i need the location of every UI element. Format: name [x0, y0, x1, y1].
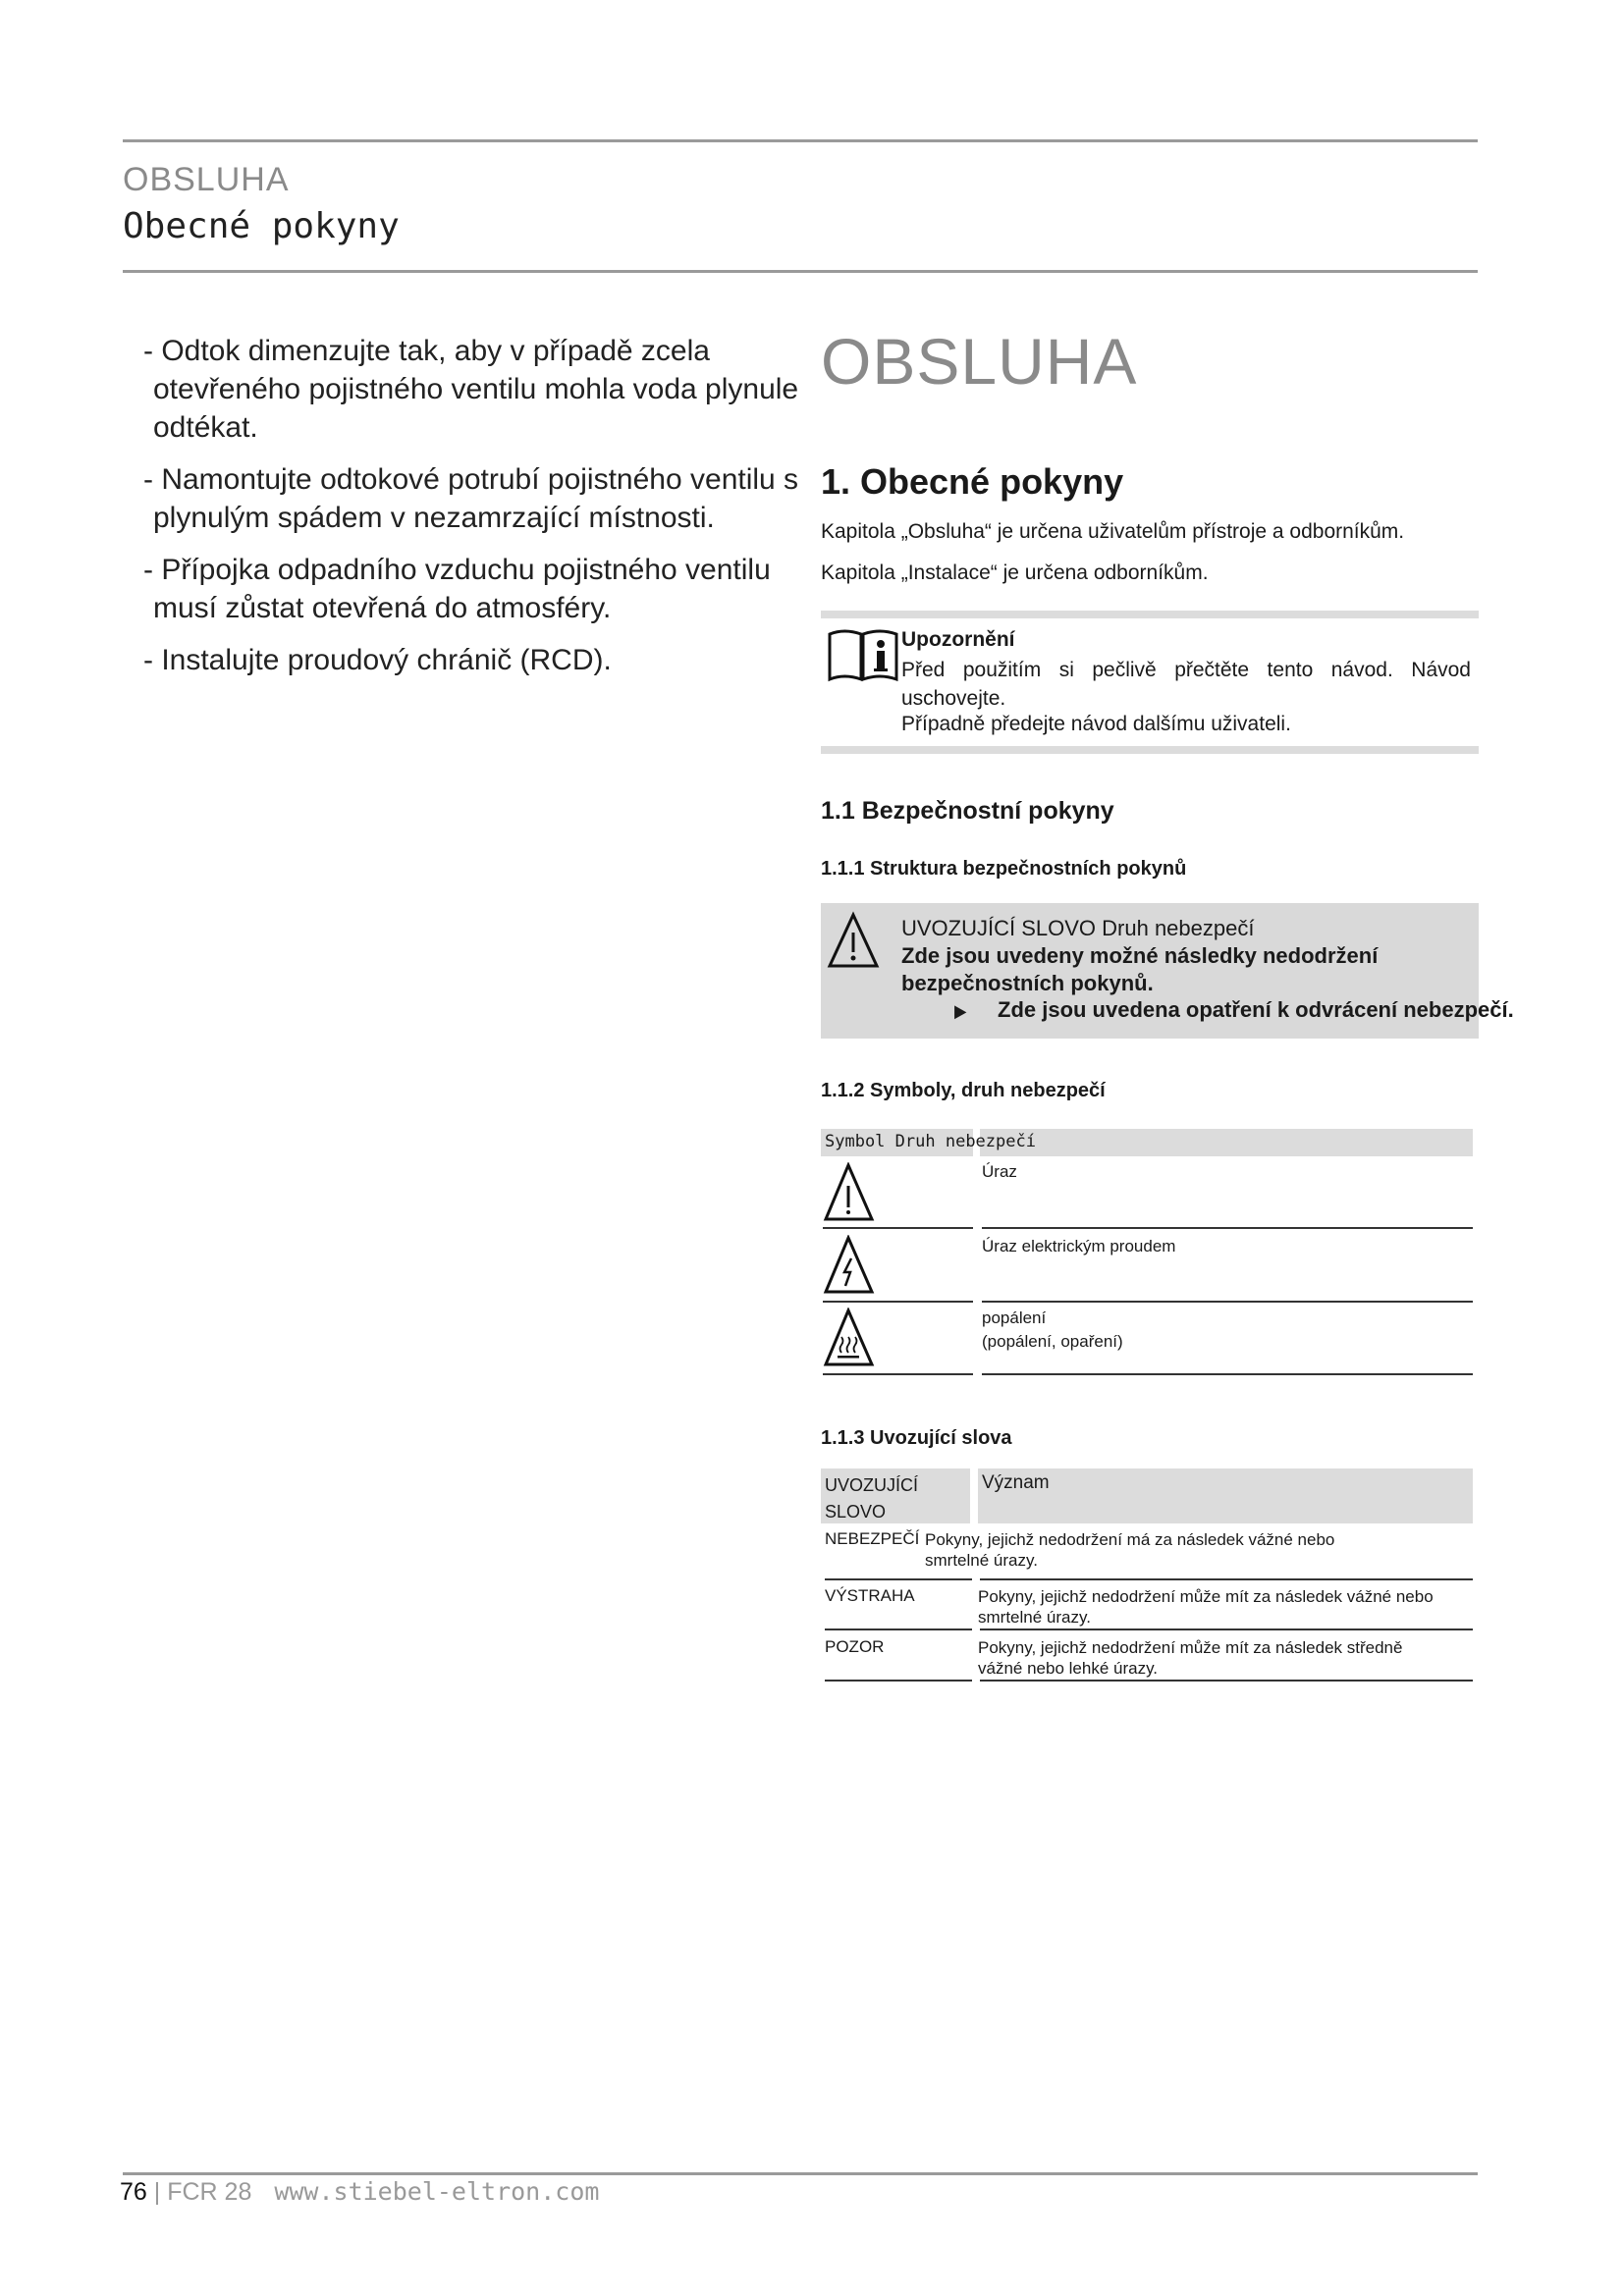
warning-action: Zde jsou uvedena opatření k odvrácení nebezpečí.	[998, 997, 1514, 1022]
heading-structure: 1.1.1 Struktura bezpečnostních pokynů	[821, 858, 1187, 880]
signal-word: VÝSTRAHA	[825, 1586, 915, 1605]
intro-line: Kapitola „Obsluha“ je určena uživatelům přístroje a odborníkům.	[821, 520, 1405, 543]
heading-general: 1. Obecné pokyny	[821, 461, 1124, 502]
notice-text: Před použitím si pečlivě přečtěte tento návod. Návod uschovejte.	[901, 659, 1471, 710]
arrow-right-icon: ▶	[954, 1001, 967, 1022]
header-rule	[123, 139, 1478, 142]
warning-icon	[827, 911, 880, 970]
warning-exclamation-icon	[823, 1162, 876, 1223]
hazard-text: Úraz elektrickým proudem	[982, 1237, 1176, 1255]
section-title: OBSLUHA	[123, 161, 290, 198]
notice-bottom-bar	[821, 746, 1479, 754]
notice-title: Upozornění	[901, 628, 1015, 651]
signal-meaning: Pokyny, jejichž nedodržení může mít za následek vážné nebo smrtelné úrazy.	[978, 1587, 1434, 1627]
notice-text-2: Případně předejte návod dalšímu uživateli.	[901, 713, 1291, 735]
warning-title: UVOZUJÍCÍ SLOVO Druh nebezpečí	[901, 916, 1255, 940]
hazard-text-detail: (popálení, opaření)	[982, 1332, 1123, 1351]
heading-signal-words: 1.1.3 Uvozující slova	[821, 1427, 1012, 1449]
hot-surface-icon	[823, 1308, 876, 1368]
bullet-item: - Namontujte odtokové potrubí pojistného ventilu s plynulým spádem v nezamrzající místnosti.	[143, 463, 799, 534]
notice-top-bar	[821, 611, 1479, 618]
heading-safety: 1.1 Bezpečnostní pokyny	[821, 797, 1114, 825]
col-header-hazard: Druh nebezpečí	[894, 1132, 1036, 1151]
signal-word: POZOR	[825, 1637, 885, 1656]
col-header-symbol: Symbol	[825, 1132, 886, 1151]
footer	[120, 2177, 599, 2207]
electric-shock-icon	[823, 1235, 876, 1296]
bullet-item: - Odtok dimenzujte tak, aby v případě zcela otevřeného pojistného ventilu mohla voda plynule odtékat.	[143, 335, 799, 444]
col-header-meaning: Význam	[982, 1472, 1050, 1493]
signal-meaning: Pokyny, jejichž nedodržení může mít za následek středně vážné nebo lehké úrazy.	[978, 1638, 1403, 1678]
warning-consequence: Zde jsou uvedeny možné následky nedodržení bezpečnostních pokynů.	[901, 943, 1379, 995]
big-title: OBSLUHA	[821, 325, 1138, 398]
hazard-text: popálení	[982, 1308, 1047, 1327]
bullet-item: - Instalujte proudový chránič (RCD).	[143, 644, 612, 676]
manual-info-icon	[827, 628, 899, 685]
section-subtitle: Obecné pokyny	[123, 206, 400, 246]
warning-text	[901, 915, 1490, 997]
heading-symbols: 1.1.2 Symboly, druh nebezpečí	[821, 1080, 1106, 1101]
intro-line: Kapitola „Instalace“ je určena odborníkům.	[821, 561, 1209, 584]
bullet-item: - Přípojka odpadního vzduchu pojistného ventilu musí zůstat otevřená do atmosféry.	[143, 554, 771, 624]
footer-model: FCR 28	[167, 2178, 252, 2206]
left-bullet-list	[143, 332, 811, 693]
page-number: 76	[120, 2178, 147, 2206]
signal-meaning: Pokyny, jejichž nedodržení má za následek vážné nebo smrtelné úrazy.	[925, 1530, 1335, 1570]
header-rule-bottom	[123, 270, 1478, 273]
col-header-word: UVOZUJÍCÍ SLOVO	[825, 1475, 919, 1522]
hazard-text: Úraz	[982, 1162, 1017, 1181]
footer-rule	[123, 2172, 1478, 2175]
signal-word: NEBEZPEČÍ	[825, 1529, 920, 1548]
footer-url[interactable]: www.stiebel-eltron.com	[274, 2177, 600, 2206]
footer-separator: |	[153, 2178, 161, 2206]
